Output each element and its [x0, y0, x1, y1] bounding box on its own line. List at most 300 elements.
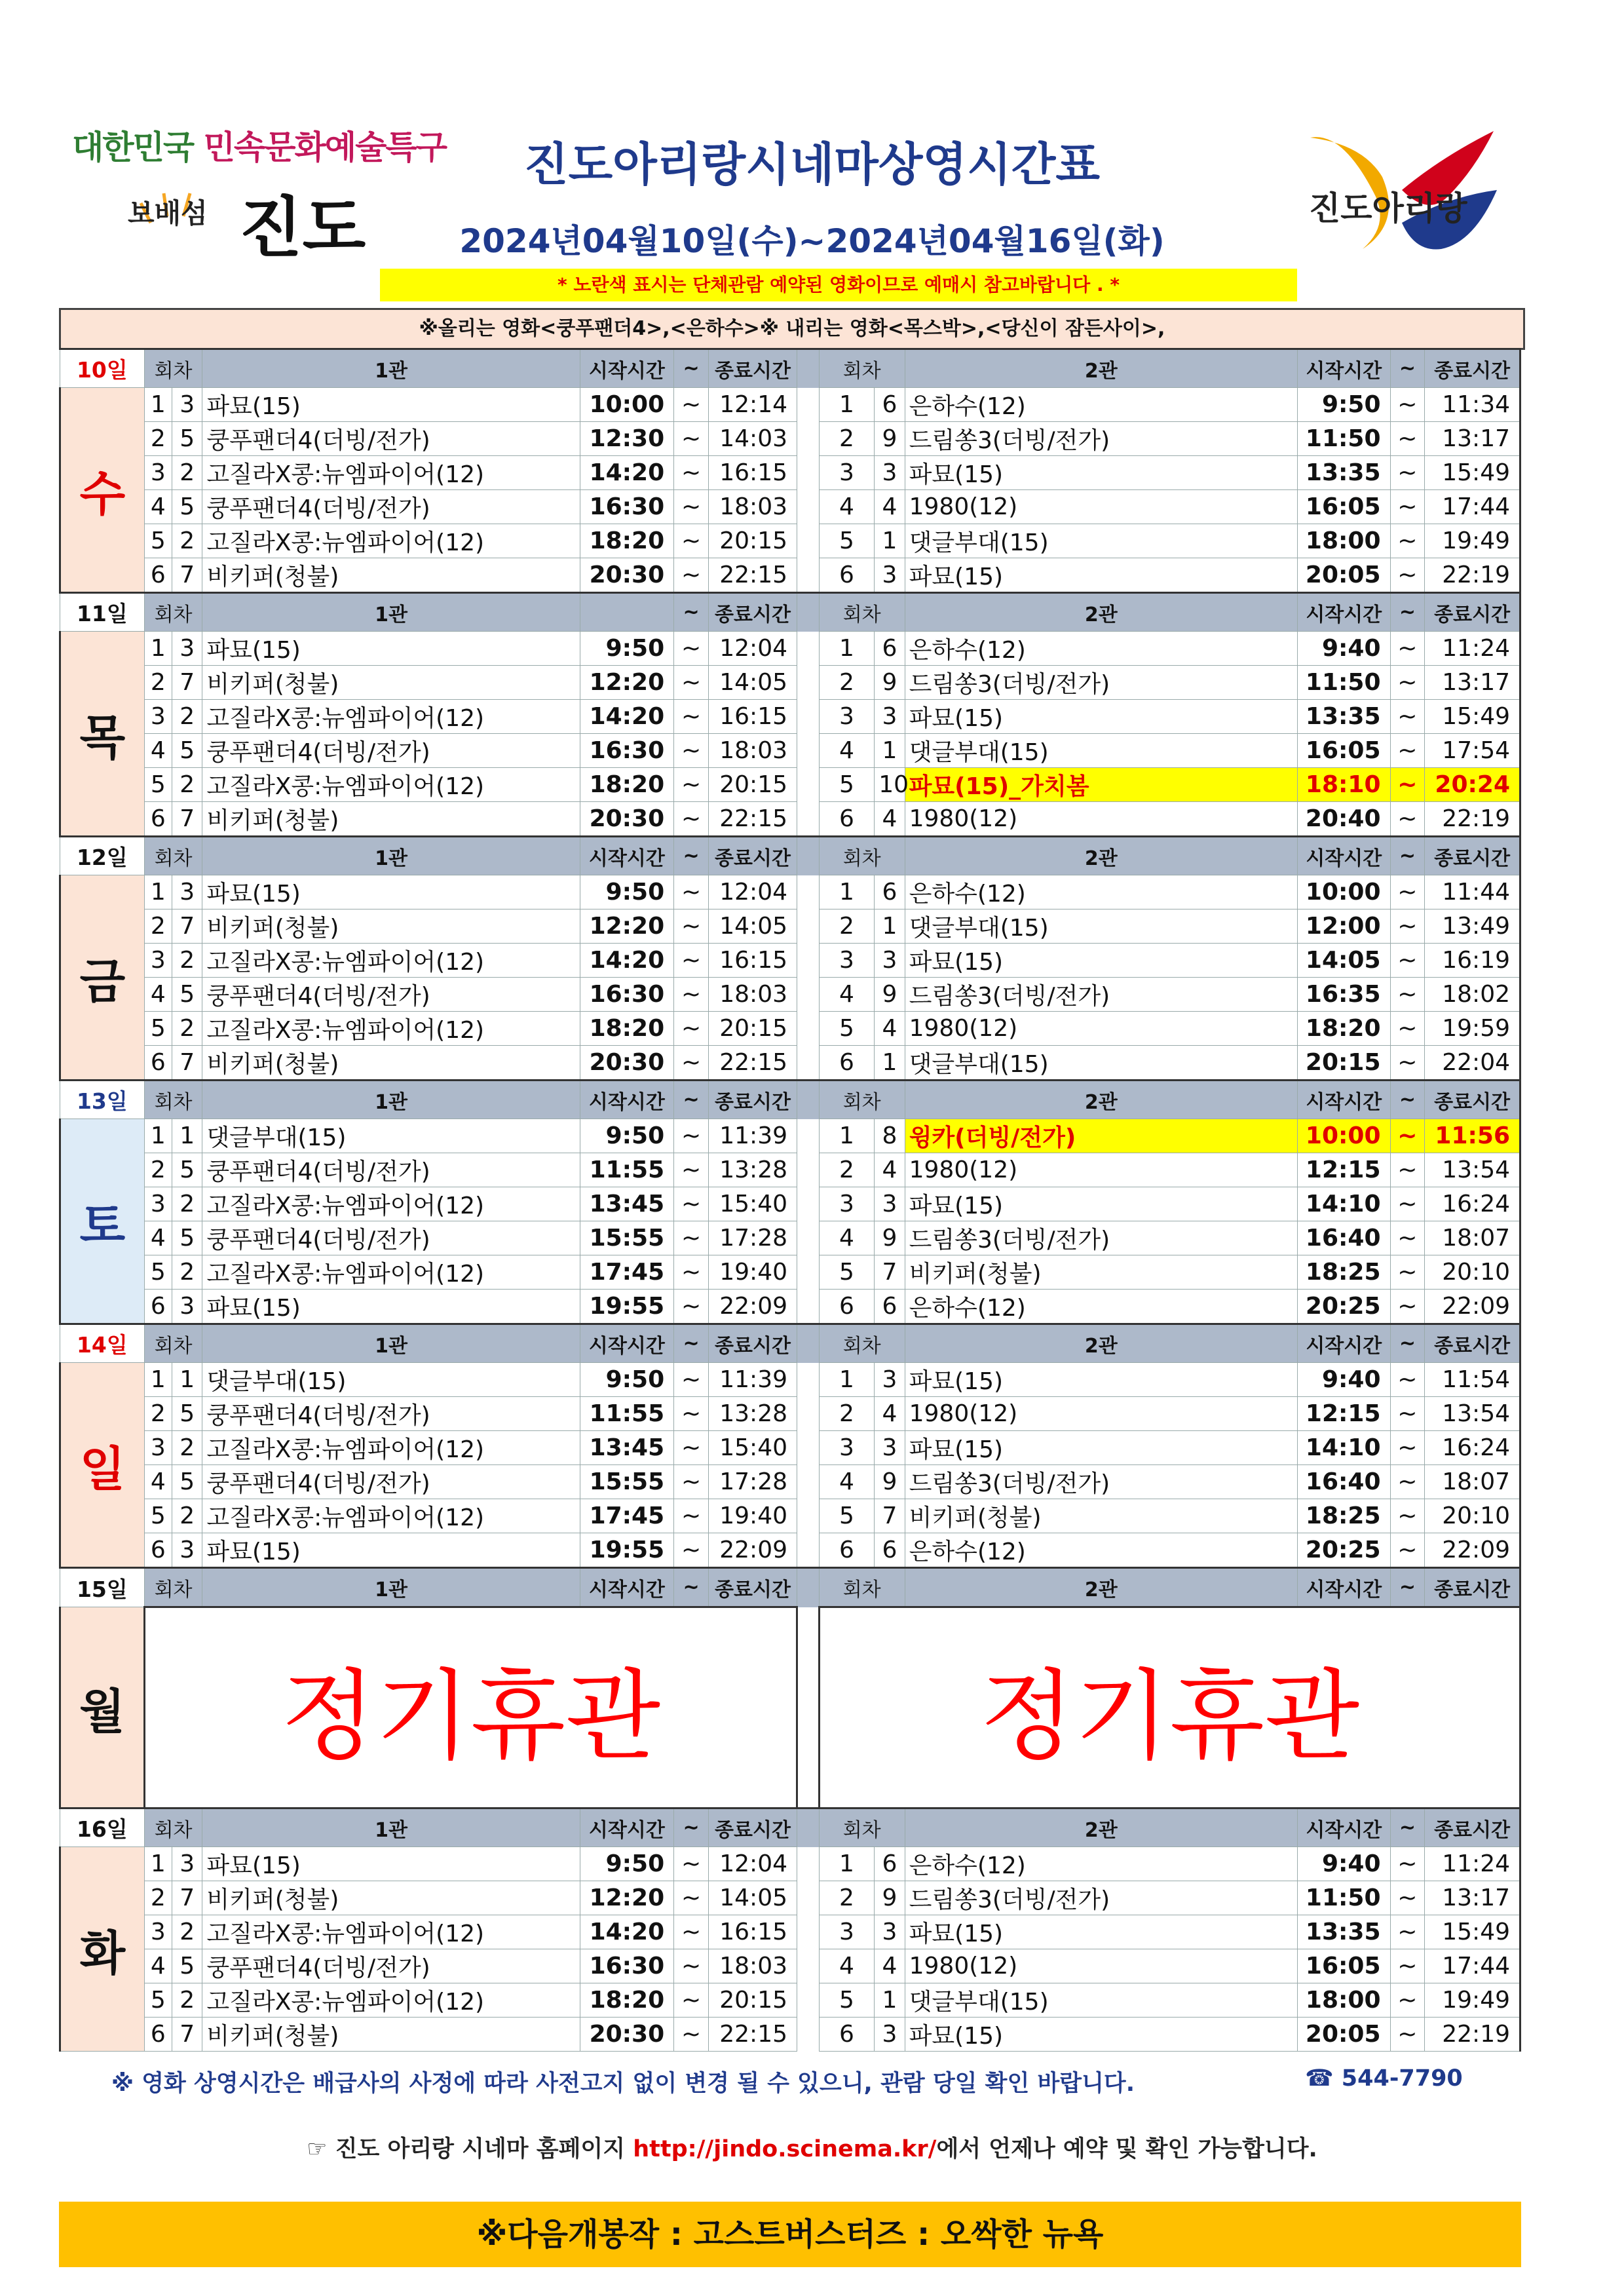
hall2-screen-count: 3: [875, 558, 905, 593]
end-time-header: 종료시간: [708, 1808, 797, 1847]
day-date-label: 14일: [60, 1324, 145, 1363]
hall2-movie-title: 은하수(12): [905, 1847, 1297, 1881]
hall2-movie-title: 파묘(15): [905, 700, 1297, 734]
hall2-end-time: 17:44: [1425, 490, 1520, 524]
hall-gap: [797, 1568, 820, 1607]
tilde-separator: ~: [1390, 1533, 1425, 1568]
hall1-screen-count: 2: [172, 944, 202, 978]
hall2-round-number: 5: [819, 524, 874, 558]
hall-gap: [797, 1607, 820, 1808]
hall2-movie-title: 비키퍼(청불): [905, 1499, 1297, 1533]
hall2-end-time: 11:44: [1425, 875, 1520, 909]
date-range: 2024년04월10일(수)~2024년04월16일(화): [459, 222, 1165, 260]
round-header: 회차: [819, 1568, 905, 1607]
showtime-row: [60, 1499, 1520, 1533]
hall2-start-time: 9:50: [1298, 388, 1390, 422]
end-time-header: 종료시간: [708, 1081, 797, 1119]
hall1-start-time: 17:45: [580, 1499, 674, 1533]
hall2-movie-title: 은하수(12): [905, 1290, 1297, 1324]
hall1-start-time: 16:30: [580, 978, 674, 1012]
hall2-round-number: 6: [819, 2018, 874, 2052]
showtime-row: [60, 422, 1520, 456]
hall1-screen-count: 2: [172, 700, 202, 734]
hall-gap: [797, 1431, 820, 1465]
weekday-label: 일: [60, 1363, 145, 1568]
showtime-row: [60, 802, 1520, 837]
hall2-movie-title: 드림쏭3(더빙/전가): [905, 1881, 1297, 1915]
hall-gap: [797, 700, 820, 734]
round-header: 회차: [819, 837, 905, 875]
hall1-screen-count: 2: [172, 1983, 202, 2018]
showtime-row: [60, 524, 1520, 558]
hall1-round-number: 3: [144, 944, 172, 978]
hall2-end-time: 19:49: [1425, 1983, 1520, 2018]
hall1-end-time: 17:28: [708, 1465, 797, 1499]
hall2-end-time: 13:17: [1425, 422, 1520, 456]
hall1-movie-title: 파묘(15): [202, 1290, 580, 1324]
start-time-header: 시작시간: [1298, 1808, 1390, 1847]
hall1-movie-title: 쿵푸팬더4(더빙/전가): [202, 1949, 580, 1983]
showtime-row: [60, 1397, 1520, 1431]
hall2-movie-title: 드림쏭3(더빙/전가): [905, 978, 1297, 1012]
showtime-row: [60, 1153, 1520, 1187]
hall2-start-time: 18:10: [1298, 768, 1390, 802]
hall2-screen-count: 7: [875, 1255, 905, 1290]
hall2-end-time: 18:02: [1425, 978, 1520, 1012]
hall2-start-time: 10:00: [1298, 1119, 1390, 1153]
hall1-screen-count: 2: [172, 1255, 202, 1290]
hall1-screen-count: 7: [172, 666, 202, 700]
hall2-screen-count: 1: [875, 1046, 905, 1081]
hall2-movie-title: 파묘(15): [905, 2018, 1297, 2052]
hall1-start-time: 18:20: [580, 1983, 674, 2018]
hall2-round-number: 5: [819, 768, 874, 802]
logo-left-line1-b: 민속문화예술특구: [203, 128, 447, 166]
tilde-separator: ~: [1390, 632, 1425, 666]
hall2-movie-title: 비키퍼(청불): [905, 1255, 1297, 1290]
hall1-header: 1관: [202, 593, 580, 632]
hall2-round-number: 1: [819, 632, 874, 666]
hall2-start-time: 13:35: [1298, 456, 1390, 490]
hall2-end-time: 18:07: [1425, 1465, 1520, 1499]
hall1-screen-count: 7: [172, 1881, 202, 1915]
hall2-header: 2관: [905, 1568, 1297, 1607]
hall-gap: [797, 1949, 820, 1983]
hall1-round-number: 2: [144, 909, 172, 944]
hall-gap: [797, 490, 820, 524]
hall2-end-time: 11:54: [1425, 1363, 1520, 1397]
hall2-movie-title: 파묘(15): [905, 1187, 1297, 1221]
day-header-row: [60, 837, 1520, 875]
phone-number: ☎ 544-7790: [1305, 2065, 1463, 2092]
round-header: 회차: [819, 1808, 905, 1847]
hall1-end-time: 11:39: [708, 1363, 797, 1397]
round-header: 회차: [819, 1081, 905, 1119]
hall-gap: [797, 1808, 820, 1847]
hall1-start-time: 20:30: [580, 558, 674, 593]
end-time-header: 종료시간: [1425, 349, 1520, 388]
start-time-header: [580, 593, 674, 632]
hall1-screen-count: 5: [172, 734, 202, 768]
tilde-separator: ~: [674, 1499, 709, 1533]
highlight-notice: * 노란색 표시는 단체관람 예약된 영화이므로 예매시 참고바랍니다 . *: [380, 269, 1297, 301]
hall2-end-time: 22:04: [1425, 1046, 1520, 1081]
hall1-screen-count: 5: [172, 1465, 202, 1499]
end-time-header: 종료시간: [708, 837, 797, 875]
hall2-end-time: 19:49: [1425, 524, 1520, 558]
hall2-movie-title: 1980(12): [905, 1949, 1297, 1983]
hall1-end-time: 22:09: [708, 1533, 797, 1568]
end-time-header: 종료시간: [708, 1324, 797, 1363]
hall2-end-time: 20:10: [1425, 1499, 1520, 1533]
showtime-row: [60, 1363, 1520, 1397]
hall1-round-number: 3: [144, 700, 172, 734]
day-date-label: 13일: [60, 1081, 145, 1119]
hall2-end-time: 22:19: [1425, 802, 1520, 837]
hall1-round-number: 4: [144, 978, 172, 1012]
tilde-separator: ~: [674, 2018, 709, 2052]
tilde-separator: ~: [1390, 1290, 1425, 1324]
hall2-screen-count: 6: [875, 1533, 905, 1568]
showtime-row: [60, 388, 1520, 422]
hall-gap: [797, 1533, 820, 1568]
hall2-start-time: 20:40: [1298, 802, 1390, 837]
tilde-separator: ~: [1390, 1221, 1425, 1255]
tilde-separator: ~: [674, 1431, 709, 1465]
hall1-round-number: 4: [144, 1465, 172, 1499]
hall-gap: [797, 1187, 820, 1221]
logo-left-line3: 진도: [239, 189, 366, 266]
hall1-start-time: 19:55: [580, 1533, 674, 1568]
hall2-movie-title: 은하수(12): [905, 1533, 1297, 1568]
tilde-separator: ~: [1390, 1255, 1425, 1290]
hall1-round-number: 5: [144, 768, 172, 802]
hall1-screen-count: 5: [172, 490, 202, 524]
hall1-end-time: 22:15: [708, 2018, 797, 2052]
hall1-start-time: 14:20: [580, 944, 674, 978]
hall2-start-time: 18:20: [1298, 1012, 1390, 1046]
tilde-separator: ~: [1390, 802, 1425, 837]
hall1-round-number: 3: [144, 456, 172, 490]
hall2-movie-title: 드림쏭3(더빙/전가): [905, 666, 1297, 700]
hall1-start-time: 20:30: [580, 1046, 674, 1081]
hall2-movie-title: 1980(12): [905, 1397, 1297, 1431]
hall1-end-time: 20:15: [708, 1983, 797, 2018]
schedule-change-note: ※ 영화 상영시간은 배급사의 사정에 따라 사전고지 없이 변경 될 수 있으니, 관람 당일 확인 바랍니다.: [111, 2071, 1135, 2097]
hall1-header: 1관: [202, 1081, 580, 1119]
tilde-separator: ~: [674, 1915, 709, 1949]
hall-gap: [797, 1221, 820, 1255]
logo-left-line1-a: 대한민국: [72, 128, 204, 166]
hall2-end-time: 16:19: [1425, 944, 1520, 978]
hall2-round-number: 1: [819, 1363, 874, 1397]
hall1-movie-title: 쿵푸팬더4(더빙/전가): [202, 1153, 580, 1187]
hall2-movie-title: 은하수(12): [905, 388, 1297, 422]
page-title: 진도아리랑시네마상영시간표: [523, 138, 1101, 191]
tilde-header: ~: [674, 1808, 709, 1847]
hall1-start-time: 13:45: [580, 1187, 674, 1221]
start-time-header: 시작시간: [580, 1081, 674, 1119]
hall2-movie-title: 1980(12): [905, 1012, 1297, 1046]
hall1-end-time: 17:28: [708, 1221, 797, 1255]
hall2-movie-title: 댓글부대(15): [905, 734, 1297, 768]
hall2-movie-title: 파묘(15): [905, 1431, 1297, 1465]
hall1-screen-count: 7: [172, 2018, 202, 2052]
hall2-header: 2관: [905, 1324, 1297, 1363]
hall1-movie-title: 비키퍼(청불): [202, 1881, 580, 1915]
tilde-separator: ~: [1390, 1847, 1425, 1881]
hall1-end-time: 18:03: [708, 1949, 797, 1983]
tilde-separator: ~: [1390, 524, 1425, 558]
tilde-separator: ~: [674, 1012, 709, 1046]
hall1-end-time: 20:15: [708, 524, 797, 558]
hall1-movie-title: 댓글부대(15): [202, 1119, 580, 1153]
hall2-screen-count: 6: [875, 1847, 905, 1881]
tilde-separator: ~: [674, 944, 709, 978]
start-time-header: 시작시간: [1298, 349, 1390, 388]
hall2-header: 2관: [905, 593, 1297, 632]
hall2-start-time: 16:05: [1298, 1949, 1390, 1983]
hall2-start-time: 18:00: [1298, 1983, 1390, 2018]
hall1-round-number: 2: [144, 1881, 172, 1915]
tilde-separator: ~: [1390, 944, 1425, 978]
hall1-screen-count: 2: [172, 1915, 202, 1949]
hall1-movie-title: 고질라X콩:뉴엠파이어(12): [202, 1915, 580, 1949]
hall1-screen-count: 7: [172, 1046, 202, 1081]
day-header-row: [60, 593, 1520, 632]
homepage-note: [0, 2131, 1624, 2164]
hall1-round-number: 1: [144, 1363, 172, 1397]
hall2-start-time: 16:40: [1298, 1221, 1390, 1255]
hall1-movie-title: 쿵푸팬더4(더빙/전가): [202, 1397, 580, 1431]
hall1-end-time: 20:15: [708, 768, 797, 802]
hall-gap: [797, 632, 820, 666]
hall2-round-number: 4: [819, 1949, 874, 1983]
hall1-start-time: 11:55: [580, 1397, 674, 1431]
tilde-separator: ~: [674, 1397, 709, 1431]
tilde-separator: ~: [1390, 1363, 1425, 1397]
hall1-round-number: 6: [144, 802, 172, 837]
hall1-round-number: 4: [144, 490, 172, 524]
hall2-end-time: 11:34: [1425, 388, 1520, 422]
hall-gap: [797, 1397, 820, 1431]
tilde-separator: ~: [1390, 1983, 1425, 2018]
hall-gap: [797, 1119, 820, 1153]
hall2-start-time: 13:35: [1298, 1915, 1390, 1949]
hall2-screen-count: 3: [875, 456, 905, 490]
weekday-label: 목: [60, 632, 145, 837]
tilde-separator: ~: [674, 909, 709, 944]
hall1-movie-title: 비키퍼(청불): [202, 558, 580, 593]
homepage-suffix: 에서 언제나 예약 및 확인 가능합니다.: [936, 2136, 1317, 2162]
hall1-end-time: 12:04: [708, 1847, 797, 1881]
homepage-link[interactable]: http://jindo.scinema.kr/: [633, 2136, 937, 2162]
hall1-round-number: 3: [144, 1187, 172, 1221]
hall1-round-number: 1: [144, 1847, 172, 1881]
hall1-screen-count: 3: [172, 875, 202, 909]
hall1-end-time: 16:15: [708, 700, 797, 734]
hall2-round-number: 2: [819, 1881, 874, 1915]
start-time-header: 시작시간: [1298, 593, 1390, 632]
hall1-round-number: 1: [144, 875, 172, 909]
hall2-movie-title: 댓글부대(15): [905, 909, 1297, 944]
hall1-start-time: 20:30: [580, 2018, 674, 2052]
hall1-movie-title: 파묘(15): [202, 632, 580, 666]
hall1-screen-count: 3: [172, 388, 202, 422]
tilde-separator: ~: [674, 1363, 709, 1397]
showtime-row: [60, 1915, 1520, 1949]
hall2-movie-title: 댓글부대(15): [905, 1046, 1297, 1081]
showtime-row: [60, 1533, 1520, 1568]
hall2-end-time: 22:19: [1425, 2018, 1520, 2052]
tilde-header: ~: [1390, 593, 1425, 632]
hall1-round-number: 2: [144, 666, 172, 700]
weekday-label: 수: [60, 388, 145, 593]
hall1-end-time: 16:15: [708, 1915, 797, 1949]
hall2-screen-count: 3: [875, 944, 905, 978]
tilde-separator: ~: [674, 875, 709, 909]
weekday-label: 월: [60, 1607, 145, 1808]
round-header: 회차: [144, 593, 202, 632]
round-header: 회차: [819, 1324, 905, 1363]
hall2-end-time: 17:54: [1425, 734, 1520, 768]
hall2-round-number: 6: [819, 802, 874, 837]
tilde-separator: ~: [674, 1949, 709, 1983]
start-time-header: 시작시간: [1298, 1324, 1390, 1363]
showtime-row: [60, 875, 1520, 909]
hall2-screen-count: 3: [875, 1363, 905, 1397]
hall1-movie-title: 고질라X콩:뉴엠파이어(12): [202, 768, 580, 802]
tilde-separator: ~: [674, 1847, 709, 1881]
hall1-screen-count: 5: [172, 1949, 202, 1983]
tilde-separator: ~: [1390, 1046, 1425, 1081]
hall1-end-time: 18:03: [708, 978, 797, 1012]
hall1-end-time: 12:04: [708, 632, 797, 666]
hall2-movie-title: 댓글부대(15): [905, 1983, 1297, 2018]
hall2-screen-count: 4: [875, 1012, 905, 1046]
hall1-end-time: 15:40: [708, 1187, 797, 1221]
hall1-screen-count: 3: [172, 1533, 202, 1568]
end-time-header: 종료시간: [708, 593, 797, 632]
hall-gap: [797, 456, 820, 490]
hall2-screen-count: 8: [875, 1119, 905, 1153]
hall2-start-time: 18:25: [1298, 1255, 1390, 1290]
hall2-round-number: 4: [819, 978, 874, 1012]
hall2-start-time: 14:10: [1298, 1187, 1390, 1221]
hall-gap: [797, 837, 820, 875]
tilde-separator: ~: [674, 1046, 709, 1081]
tilde-separator: ~: [674, 456, 709, 490]
hall1-round-number: 6: [144, 2018, 172, 2052]
hall2-round-number: 1: [819, 875, 874, 909]
tilde-separator: ~: [674, 978, 709, 1012]
hall2-end-time: 22:09: [1425, 1290, 1520, 1324]
hall1-movie-title: 비키퍼(청불): [202, 2018, 580, 2052]
hall1-movie-title: 댓글부대(15): [202, 1363, 580, 1397]
hall2-screen-count: 9: [875, 666, 905, 700]
hall-gap: [797, 422, 820, 456]
hall1-start-time: 12:20: [580, 909, 674, 944]
next-release-bar: ※다음개봉작 : 고스트버스터즈 : 오싹한 뉴욕: [59, 2202, 1521, 2267]
hall2-end-time: 11:56: [1425, 1119, 1520, 1153]
hall1-screen-count: 2: [172, 1012, 202, 1046]
hall2-round-number: 4: [819, 490, 874, 524]
tilde-separator: ~: [674, 1119, 709, 1153]
showtime-row: [60, 734, 1520, 768]
hall2-start-time: 10:00: [1298, 875, 1390, 909]
hall2-round-number: 5: [819, 1983, 874, 2018]
hall2-movie-title: 드림쏭3(더빙/전가): [905, 1465, 1297, 1499]
hall2-movie-title: 윙카(더빙/전가): [905, 1119, 1297, 1153]
hall1-start-time: 12:20: [580, 1881, 674, 1915]
tilde-separator: ~: [674, 734, 709, 768]
hall2-end-time: 13:54: [1425, 1397, 1520, 1431]
hall-gap: [797, 593, 820, 632]
hall1-movie-title: 파묘(15): [202, 388, 580, 422]
hall1-screen-count: 2: [172, 1499, 202, 1533]
showtime-row: [60, 666, 1520, 700]
hall2-start-time: 11:50: [1298, 422, 1390, 456]
hall1-screen-count: 1: [172, 1363, 202, 1397]
round-header: 회차: [144, 349, 202, 388]
hall2-round-number: 3: [819, 944, 874, 978]
hall2-start-time: 20:05: [1298, 558, 1390, 593]
showtime-row: [60, 1465, 1520, 1499]
day-date-label: 15일: [60, 1568, 145, 1607]
hall2-movie-title: 파묘(15): [905, 1363, 1297, 1397]
closed-row: [60, 1607, 1520, 1808]
tilde-separator: ~: [674, 700, 709, 734]
end-time-header: 종료시간: [708, 1568, 797, 1607]
hall-gap: [797, 666, 820, 700]
hall2-screen-count: 9: [875, 422, 905, 456]
hall2-round-number: 6: [819, 558, 874, 593]
hall1-end-time: 22:15: [708, 1046, 797, 1081]
round-header: 회차: [144, 1324, 202, 1363]
hall1-end-time: 14:05: [708, 666, 797, 700]
hall1-movie-title: 쿵푸팬더4(더빙/전가): [202, 1465, 580, 1499]
hall2-screen-count: 1: [875, 524, 905, 558]
hall2-start-time: 16:05: [1298, 490, 1390, 524]
hall1-end-time: 19:40: [708, 1499, 797, 1533]
tilde-header: ~: [1390, 837, 1425, 875]
tilde-separator: ~: [1390, 734, 1425, 768]
hall1-start-time: 16:30: [580, 490, 674, 524]
end-time-header: 종료시간: [1425, 1324, 1520, 1363]
hall1-screen-count: 2: [172, 524, 202, 558]
hall2-start-time: 20:05: [1298, 2018, 1390, 2052]
hall1-round-number: 2: [144, 1397, 172, 1431]
tilde-separator: ~: [674, 422, 709, 456]
hall2-round-number: 2: [819, 1397, 874, 1431]
hall1-screen-count: 5: [172, 1221, 202, 1255]
hall1-movie-title: 파묘(15): [202, 1847, 580, 1881]
tilde-separator: ~: [674, 1153, 709, 1187]
movie-change-banner: ※올리는 영화<쿵푸팬더4>,<은하수>※ 내리는 영화<목스박>,<당신이 잠든사이>,: [59, 308, 1525, 350]
hall2-screen-count: 3: [875, 1187, 905, 1221]
hall2-screen-count: 6: [875, 1290, 905, 1324]
tilde-separator: ~: [674, 1881, 709, 1915]
showtime-row: [60, 632, 1520, 666]
hall2-round-number: 1: [819, 1847, 874, 1881]
hall1-screen-count: 1: [172, 1119, 202, 1153]
hall-gap: [797, 802, 820, 837]
hall1-round-number: 1: [144, 1119, 172, 1153]
hall-gap: [797, 1012, 820, 1046]
hall1-screen-count: 2: [172, 768, 202, 802]
tilde-separator: ~: [1390, 1949, 1425, 1983]
hall1-start-time: 14:20: [580, 1915, 674, 1949]
